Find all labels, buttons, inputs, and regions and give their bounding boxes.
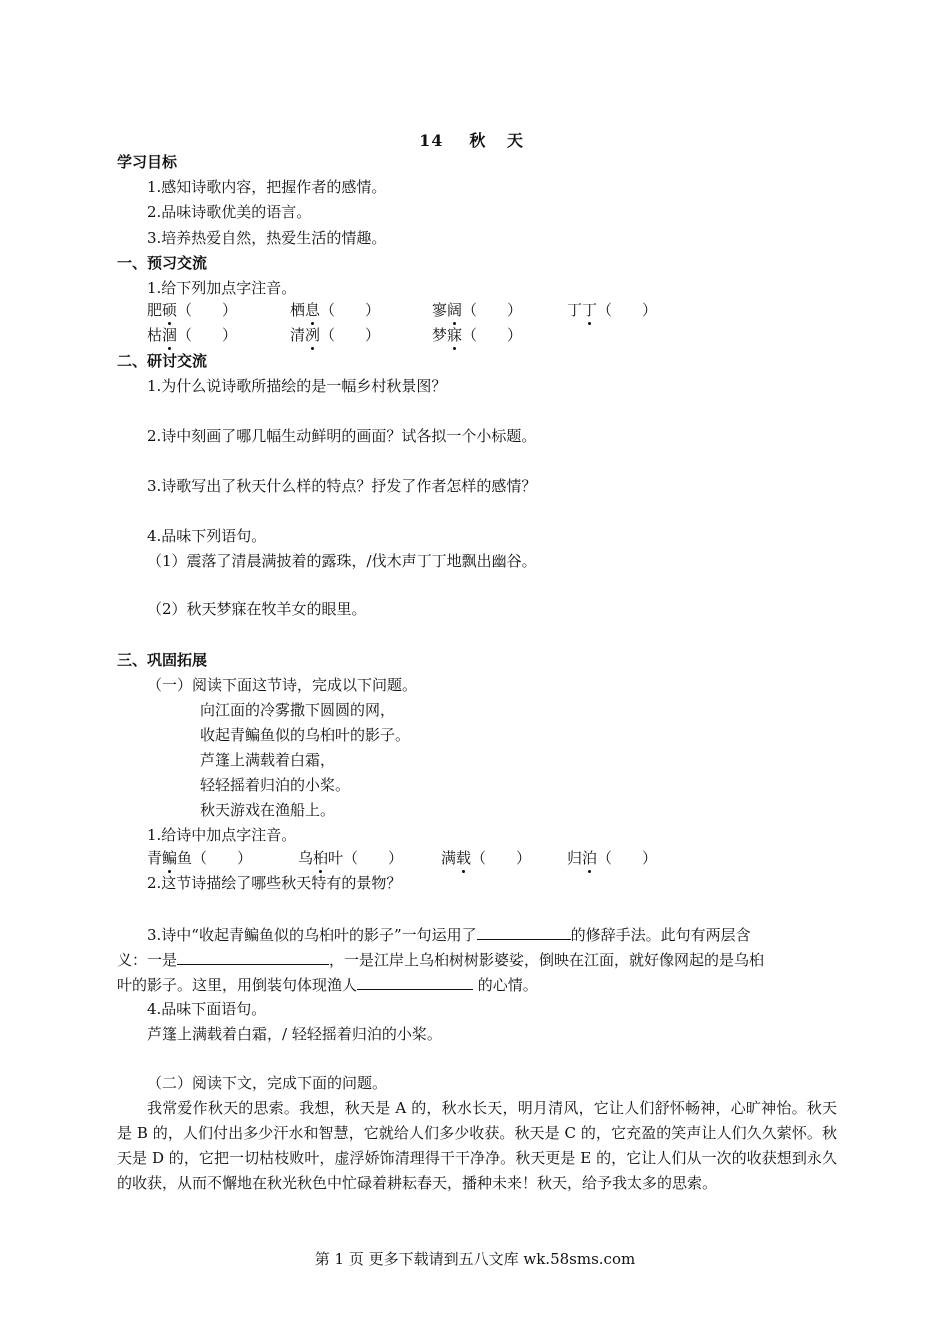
answer-blank[interactable]	[477, 924, 571, 940]
pinyin-item: 梦寐（ ）	[432, 326, 523, 344]
pinyin-item: 乌桕叶（ ）	[298, 849, 404, 867]
pinyin-item: 寥阔（ ）	[432, 301, 523, 319]
discussion-question: 1.为什么说诗歌所描绘的是一幅乡村秋景图？	[147, 377, 447, 395]
discussion-subquestion: （1）震落了清晨满披着的露珠，/伐木声丁丁地飘出幽谷。	[147, 552, 537, 570]
page-title	[0, 128, 950, 151]
pinyin-item: 丁丁（ ）	[567, 301, 658, 319]
discussion-subquestion: （2）秋天梦寐在牧羊女的眼里。	[147, 600, 367, 618]
discussion-question: 2.诗中刻画了哪几幅生动鲜明的画面？试各拟一个小标题。	[147, 427, 537, 445]
poem-question-cont: 义：一是 ，一是江岸上乌桕树树影婆娑，倒映在江面，就好像网起的是乌桕	[117, 951, 765, 969]
poem-question: 4.品味下面语句。	[147, 1000, 267, 1018]
quoted-line: 芦篷上满载着白霜，/ 轻轻摇着归泊的小桨。	[147, 1025, 442, 1043]
lesson-title: 秋 天	[469, 131, 531, 150]
poem-line: 向江面的冷雾撒下圆圆的网，	[200, 701, 396, 719]
poem-line: 收起青鳊鱼似的乌桕叶的影子。	[200, 726, 411, 744]
pinyin-item: 栖息（ ）	[290, 301, 381, 319]
pinyin-item: 归泊（ ）	[567, 849, 658, 867]
objective-item: 2.品味诗歌优美的语言。	[147, 203, 312, 221]
pinyin-item: 满载（ ）	[441, 849, 532, 867]
lesson-number: 14	[419, 131, 444, 150]
poem-question: 3.诗中“收起青鳊鱼似的乌桕叶的影子”一句运用了 的修辞手法。此句有两层含	[147, 926, 751, 944]
preview-instruction: 1.给下列加点字注音。	[147, 279, 297, 297]
poem-question: 1.给诗中加点字注音。	[147, 826, 297, 844]
discussion-question: 3.诗歌写出了秋天什么样的特点？抒发了作者怎样的感情？	[147, 477, 537, 495]
objectives-heading: 学习目标	[117, 153, 178, 171]
poem-line: 秋天游戏在渔船上。	[200, 801, 336, 819]
poem-line: 轻轻摇着归泊的小桨。	[200, 776, 351, 794]
pinyin-item: 清冽（ ）	[290, 326, 381, 344]
poem-line: 芦篷上满载着白霜，	[200, 751, 336, 769]
part-two-instruction: （二）阅读下文，完成下面的问题。	[147, 1074, 388, 1092]
objective-item: 3.培养热爱自然，热爱生活的情趣。	[147, 229, 387, 247]
discussion-heading: 二、研讨交流	[117, 352, 208, 370]
poem-question: 2.这节诗描绘了哪些秋天特有的景物？	[147, 874, 402, 892]
pinyin-item: 肥硕（ ）	[147, 301, 238, 319]
pinyin-item: 枯涸（ ）	[147, 326, 238, 344]
objective-item: 1.感知诗歌内容，把握作者的感情。	[147, 178, 387, 196]
preview-heading: 一、预习交流	[117, 254, 208, 272]
pinyin-item: 青鳊鱼（ ）	[147, 849, 253, 867]
reading-passage: 我常爱作秋天的思索。我想，秋天是 A 的，秋水长天，明月清风，它让人们舒怀畅神，心旷神怡。秋天是 B 的，人们付出多少汗水和智慧，它就给人们多少收获。秋天是 C 的，它充盈的笑声让人们久久萦怀。秋天是 D 的，它把一切枯枝败叶，虚浮娇饰清理得干干净净。秋天更是 E 的，它让人们从一次的收获想到永久的收获，从而不懈地在秋光秋色中忙碌着耕耘春天，播种未来！秋天，给予我太多的思索。	[117, 1099, 837, 1192]
part-one-instruction: （一）阅读下面这节诗，完成以下问题。	[147, 676, 418, 694]
poem-question-cont: 叶的影子。这里，用倒装句体现渔人 的心情。	[117, 976, 538, 994]
page-footer: 第 1 页 更多下载请到五八文库 wk.58sms.com	[314, 1250, 636, 1268]
answer-blank[interactable]	[357, 974, 473, 990]
discussion-question: 4.品味下列语句。	[147, 527, 267, 545]
consolidate-heading: 三、巩固拓展	[117, 651, 208, 669]
answer-blank[interactable]	[177, 949, 329, 965]
